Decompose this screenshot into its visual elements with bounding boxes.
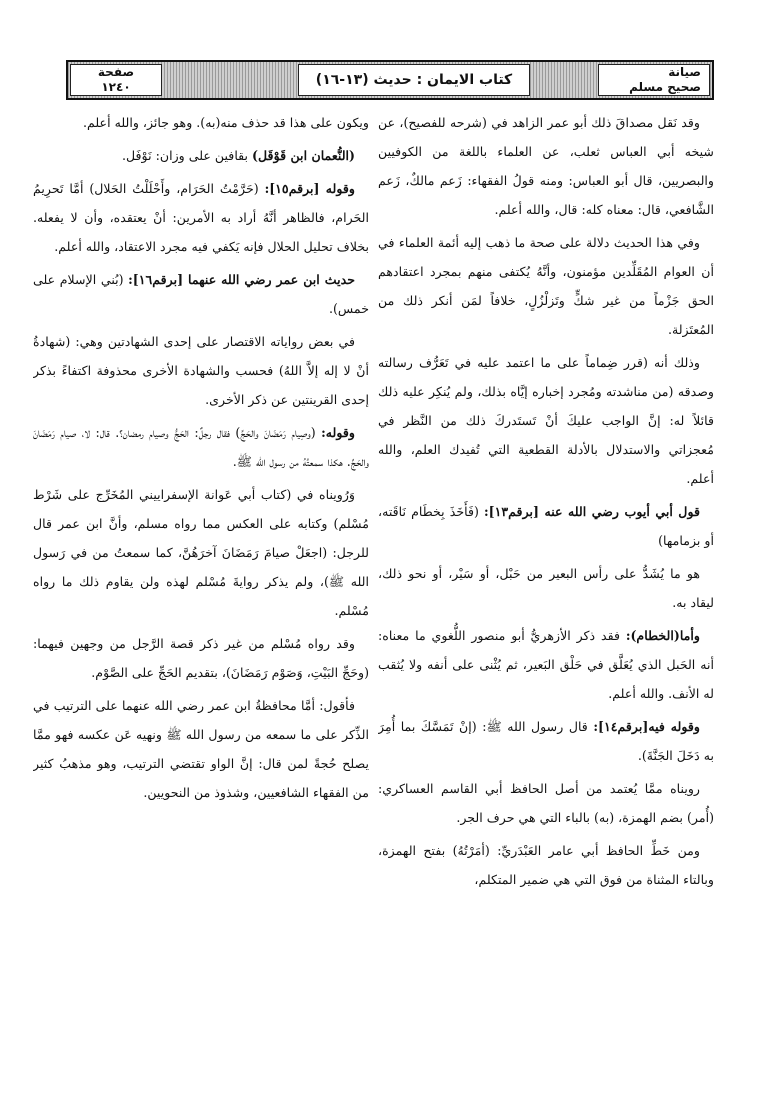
paragraph: (النُّعمان ابن قَوْقَل) بقافين على وزان: نَوْفَل. [122,148,355,163]
page-number-box [70,64,162,96]
page-header [66,60,714,100]
right-text-column [378,108,714,1098]
paragraph: وقد رواه مُسْلم من غير ذكر قصة الرَّجل من وجهين فيهما: (وحَجِّ البَيْتِ، وَصَوْم رَمَضَانَ)، بتقديم الحَجِّ على الصَّوْم. [33,636,369,680]
paragraph: قول أبي أيوب رضي الله عنه [برقم١٣]: (فَأَخَذَ بِخطَام نَاقَته، أو بزمامها) [378,504,714,548]
paragraph: وقوله [برقم١٥]: (حَرَّمْتُ الحَرَام، وأَحْلَلْتُ الحَلال) أمَّا تَحرِيمُ الحَرام، فالظاهر أنَّهُ أراد به الأمرين: أنْ يعتقده، وأن لا يفعله. بخلاف تحليل الحلال فإنه يَكفي فيه مجرد الاعتقاد، والله أعلم. [33,181,369,254]
paragraph: وَرُويناه في (كتاب أبي عَوانة الإسفراييني المُخَرِّج على شَرْط مُسْلم) وكتابه على العكس مما رواه مسلم، وأنَّ ابن عمر قال للرجل: (اجعَلْ صيامَ رَمَضَانَ آخرَهُنَّ، كما سمعتُ من في رَسول الله ﷺ)، ولم يذكر روايةَ مُسْلم لهذه ولن يقاوم ذلك ما رواه مُسْلم. [33,487,369,618]
paragraph: رويناه ممَّا يُعتمد من أصل الحافظ أبي القاسم العساكري: (أُمر) بضم الهمزة، (به) بالباء التي هي حرف الجر. [378,781,714,825]
page-label: صفحة [97,65,135,79]
paragraph: وقد نَقل مصداقَ ذلك أبو عمر الزاهد في (شرحه للفصيح)، عن شيخه أبي العباس ثعلب، عن العلماء باللغة من الكوفيين والبصريين، قال أبو العباس: ومنه قولُ الفقهاء: زَعم مالكٌ، زَعم الشَّافعي، قال: معناه كله: قال، والله أعلم. [378,115,714,217]
left-text-column [33,108,369,1098]
book-series-title [598,64,710,96]
chapter-title: كتاب الايمان : حديث (١٣-١٦) [298,64,530,96]
paragraph: وقوله فيه[برقم١٤]: قال رسول الله ﷺ: (إنْ تَمَسَّكَ بما أُمِرَ به دَخَلَ الجَنَّةَ). [378,719,714,763]
page-number: ١٢٤٠ [101,80,131,94]
paragraph: ومن خَطِّ الحافظ أبي عامر العَبْدَريِّ: (أمَرْتُهُ) بفتح الهمزة، وبالتاء المثناة من فوق التي هي ضمير المتكلم، [378,843,714,887]
series-line-1: صيانة [668,65,701,79]
paragraph: ويكون على هذا قد حذف منه(به). وهو جائز، والله أعلم. [83,115,369,130]
paragraph: وفي هذا الحديث دلالة على صحة ما ذهب إليه أئمة العلماء في أن العوام المُقَلِّدين مؤمنون، وأنَّهُ يُكتفى منهم بمجرد اعتقادهم الحق جَزْماً من غير شكٍّ وتَزلْزُلٍ، خلافاً لمَن أنكر ذلك من المُعتَزلة. [378,235,714,337]
paragraph: في بعض رواياته الاقتصار على إحدى الشهادتين وهي: (شهادةُ أنْ لا إله إلاَّ اللهُ) فحسب والشهادة الأخرى محذوفة اكتفاءً بذكر إحدى القرينتين عن ذكر الأخرى. [33,334,369,407]
paragraph: فأقول: أمَّا محافظةُ ابن عمر رضي الله عنهما على الترتيب في الذِّكر على ما سمعه من رسول الله ﷺ ونهيه عَن عكسه فهو ممَّا يصلح حُجةً لمن قال: إنَّ الواو تقتضي الترتيب، وهو مذهبُ كثير من الفقهاء الشافعيين، وشذوذ من النحويين. [33,698,369,800]
paragraph: وأما(الخطام): فقد ذكر الأزهريُّ أبو منصور اللُّغوي ما معناه: أنه الحَبل الذي يُعَلَّق في حَلْق البَعير، ثم يُثْنى على أنفه ولا يُثقب له الأنف. والله أعلم. [378,628,714,701]
paragraph: وقوله: (وصِيام رَمَضَانَ والحَجِّ) فقال رجلٌ: الحَجُّ وصيام رمضان؟. قال: لا، صيام رَمَضَانَ والحَجِّ. هكذا سمعتُهُ من رسول الله ﷺ. [33,425,369,469]
paragraph: وذلك أنه (قرر ضِماماً على ما اعتمد عليه في تَعَرُّف رسالته وصدقه (من مناشدته ومُجرد إخباره إيَّاه بذلك، ولم يُنكِر عليه ذلك قائلاً له: إنَّ الواجب عليكَ أنْ تَستَدركَ ذلك من النَّظر في مُعجزاتي والاستدلال بالأدلة القطعية التي تُفيدك العلم، والله أعلم. [378,355,714,486]
paragraph: هو ما يُشَدُّ على رأس البعير من حَبْل، أو سَيْر، أو نحو ذلك، ليقاد به. [378,566,714,610]
paragraph: حديث ابن عمر رضي الله عنهما [برقم١٦]: (بُني الإسلام على خمس). [33,272,369,316]
series-line-2: صحيح مسلم [629,80,701,94]
